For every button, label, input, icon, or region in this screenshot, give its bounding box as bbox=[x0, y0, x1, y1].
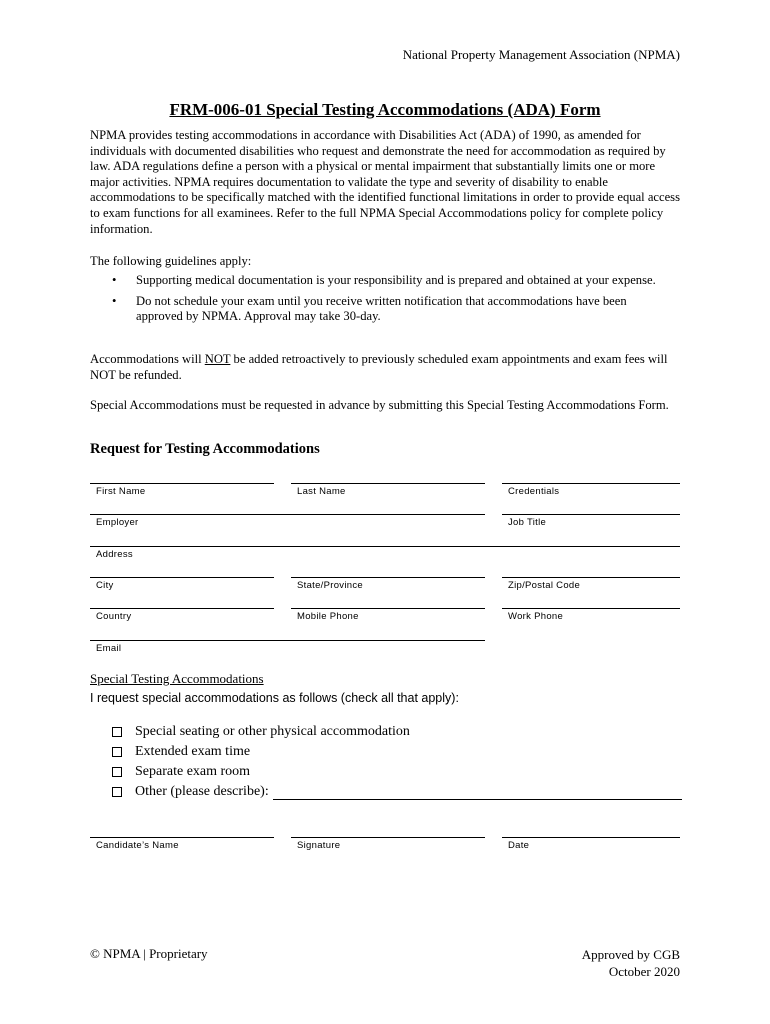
not-emphasis: NOT bbox=[204, 352, 231, 366]
bullet-icon: • bbox=[112, 293, 117, 308]
accommodation-options bbox=[112, 722, 682, 802]
footer-copyright: © NPMA | Proprietary bbox=[90, 946, 208, 961]
state-province-label: State/Province bbox=[297, 580, 363, 591]
guidelines-list bbox=[112, 273, 672, 330]
work-phone-label: Work Phone bbox=[508, 611, 564, 622]
bullet-icon: • bbox=[112, 273, 117, 287]
employer-label: Employer bbox=[96, 517, 139, 528]
mobile-phone-field[interactable] bbox=[291, 608, 485, 622]
option-extended-time: Extended exam time bbox=[112, 742, 682, 762]
option-other: Other (please describe): bbox=[112, 782, 682, 802]
state-province-field[interactable] bbox=[291, 577, 485, 591]
first-name-label: First Name bbox=[96, 486, 146, 497]
retroactive-notice: Accommodations will NOT be added retroactively to previously scheduled exam appointments and exam fees will NOT be refunded. bbox=[90, 352, 668, 382]
footer-approval bbox=[582, 946, 680, 980]
country-field[interactable] bbox=[90, 608, 274, 622]
date-field[interactable] bbox=[502, 837, 680, 851]
email-label: Email bbox=[96, 643, 122, 654]
option-separate-room: Separate exam room bbox=[112, 762, 682, 782]
first-name-field[interactable] bbox=[90, 483, 274, 497]
intro-paragraph: NPMA provides testing accommodations in accordance with Disabilities Act (ADA) of 1990, as amended for individuals with documented disabilities who request and demonstrate the need for accommodation as required by law. ADA regulations define a person with a physical or mental impairment that substantially limits one or more major activities. NPMA requires documentation to validate the type and severity of disability to enable accommodations to be specifically matched with the identified functional limitations in order to provide equal access to exam functions for all examinees. Refer to the full NPMA Special Accommodations policy for complete policy information. bbox=[90, 128, 680, 236]
guidelines-lead: The following guidelines apply: bbox=[90, 254, 252, 268]
approval-date: October 2020 bbox=[608, 964, 680, 979]
checkbox-separate-room[interactable] bbox=[112, 767, 122, 777]
request-section-title: Request for Testing Accommodations bbox=[90, 441, 320, 457]
signature-label: Signature bbox=[297, 840, 341, 851]
accommodations-instruction: I request special accommodations as follows (check all that apply): bbox=[90, 691, 459, 705]
guideline-item: • Do not schedule your exam until you receive written notification that accommodations have been approved by NPMA. Approval may take 30-day. bbox=[112, 293, 627, 324]
candidate-name-label: Candidate’s Name bbox=[96, 840, 179, 851]
guideline-item: • Supporting medical documentation is your responsibility and is prepared and obtained at your expense. bbox=[112, 273, 656, 287]
mobile-phone-label: Mobile Phone bbox=[297, 611, 359, 622]
city-field[interactable] bbox=[90, 577, 274, 591]
zip-postal-label: Zip/Postal Code bbox=[508, 580, 581, 591]
work-phone-field[interactable] bbox=[502, 608, 680, 622]
checkbox-other[interactable] bbox=[112, 787, 122, 797]
accommodations-heading: Special Testing Accommodations bbox=[90, 671, 264, 686]
checkbox-special-seating[interactable] bbox=[112, 727, 122, 737]
form-title: FRM-006-01 Special Testing Accommodations (ADA) Form bbox=[169, 100, 601, 119]
zip-postal-field[interactable] bbox=[502, 577, 680, 591]
employer-field[interactable] bbox=[90, 514, 485, 528]
address-label: Address bbox=[96, 549, 133, 560]
date-label: Date bbox=[508, 840, 530, 851]
email-field[interactable] bbox=[90, 640, 485, 654]
advance-notice: Special Accommodations must be requested in advance by submitting this Special Testing Accommodations Form. bbox=[90, 398, 669, 412]
credentials-field[interactable] bbox=[502, 483, 680, 497]
option-special-seating: Special seating or other physical accommodation bbox=[112, 722, 682, 742]
candidate-name-field[interactable] bbox=[90, 837, 274, 851]
address-field[interactable] bbox=[90, 546, 680, 560]
last-name-label: Last Name bbox=[297, 486, 346, 497]
organization-header: National Property Management Association (NPMA) bbox=[402, 47, 680, 62]
country-label: Country bbox=[96, 611, 132, 622]
other-describe-input[interactable] bbox=[273, 785, 682, 800]
city-label: City bbox=[96, 580, 114, 591]
credentials-label: Credentials bbox=[508, 486, 560, 497]
last-name-field[interactable] bbox=[291, 483, 485, 497]
job-title-field[interactable] bbox=[502, 514, 680, 528]
job-title-label: Job Title bbox=[508, 517, 547, 528]
signature-field[interactable] bbox=[291, 837, 485, 851]
checkbox-extended-time[interactable] bbox=[112, 747, 122, 757]
approved-by: Approved by CGB bbox=[581, 947, 680, 962]
